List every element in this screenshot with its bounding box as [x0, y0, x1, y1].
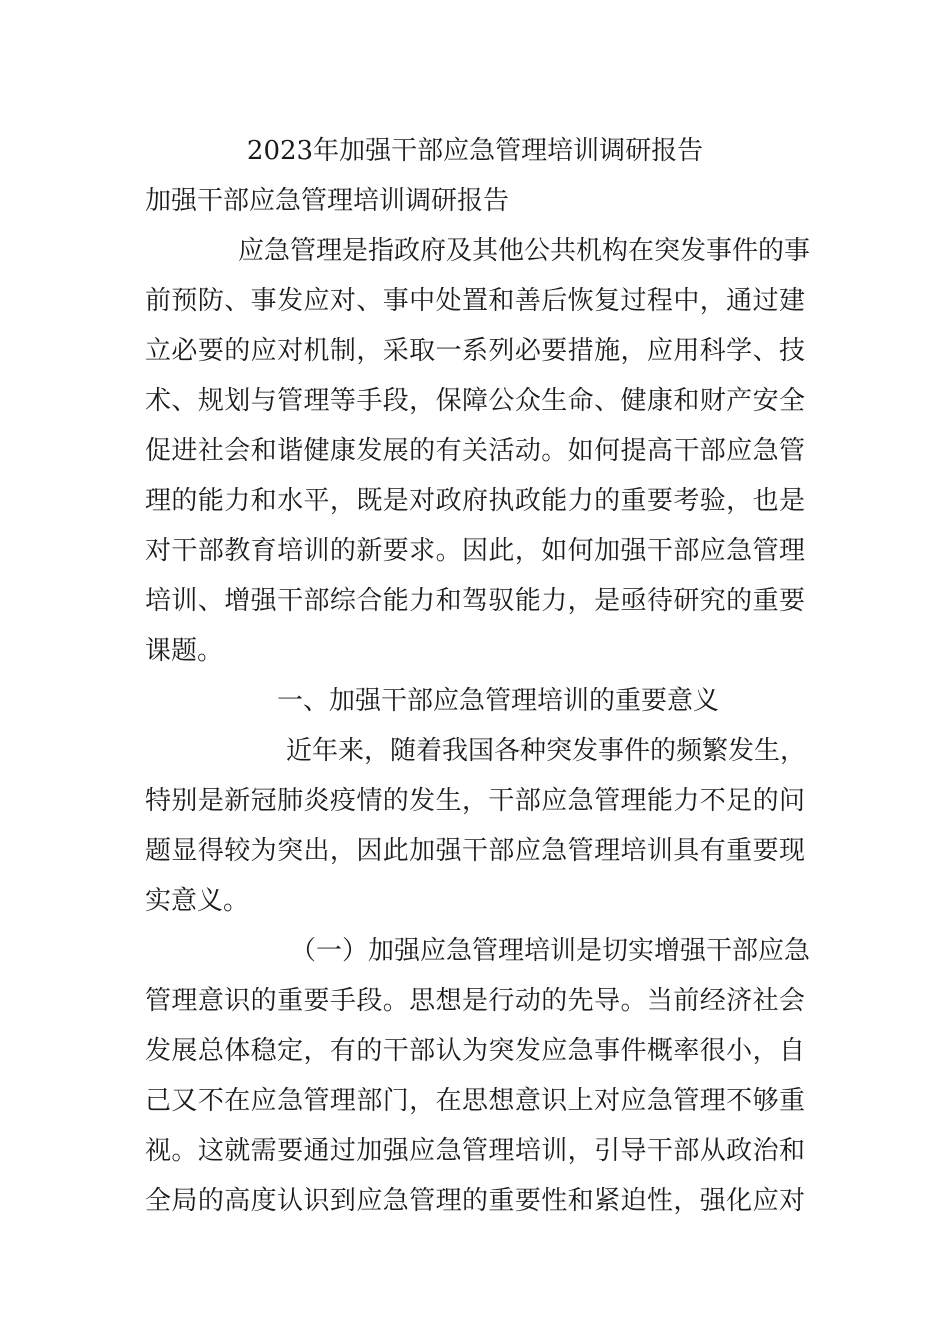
intro-line: 促进社会和谐健康发展的有关活动。如何提高干部应急管 [145, 436, 805, 466]
subsection-line: 管理意识的重要手段。思想是行动的先导。当前经济社会 [145, 986, 805, 1016]
intro-line: 前预防、事发应对、事中处置和善后恢复过程中，通过建 [145, 286, 805, 316]
intro-line: 术、规划与管理等手段，保障公众生命、健康和财产安全 [145, 386, 805, 416]
intro-line: 立必要的应对机制，采取一系列必要措施，应用科学、技 [145, 336, 805, 366]
subsection-line: 视。这就需要通过加强应急管理培训，引导干部从政治和 [145, 1136, 805, 1166]
subsection-line: 发展总体稳定，有的干部认为突发应急事件概率很小，自 [145, 1036, 805, 1066]
intro-line: 理的能力和水平，既是对政府执政能力的重要考验，也是 [145, 486, 805, 516]
intro-line: 课题。 [145, 636, 224, 666]
document-subtitle: 加强干部应急管理培训调研报告 [145, 186, 510, 216]
section-line: 实意义。 [145, 886, 250, 916]
subsection-line: 全局的高度认识到应急管理的重要性和紧迫性，强化应对 [145, 1186, 805, 1216]
section-line: 题显得较为突出，因此加强干部应急管理培训具有重要现 [145, 836, 805, 866]
intro-line: 培训、增强干部综合能力和驾驭能力，是亟待研究的重要 [145, 586, 805, 616]
subsection-line: 己又不在应急管理部门，在思想意识上对应急管理不够重 [145, 1086, 805, 1116]
document-title: 2023年加强干部应急管理培训调研报告 [246, 136, 704, 166]
subsection-line: （一）加强应急管理培训是切实增强干部应急 [290, 936, 811, 966]
intro-line: 应急管理是指政府及其他公共机构在突发事件的事 [238, 236, 811, 266]
section-line: 近年来，随着我国各种突发事件的频繁发生， [286, 736, 807, 766]
section-heading: 一、加强干部应急管理培训的重要意义 [277, 686, 720, 716]
section-line: 特别是新冠肺炎疫情的发生，干部应急管理能力不足的问 [145, 786, 805, 816]
intro-line: 对干部教育培训的新要求。因此，如何加强干部应急管理 [145, 536, 805, 566]
